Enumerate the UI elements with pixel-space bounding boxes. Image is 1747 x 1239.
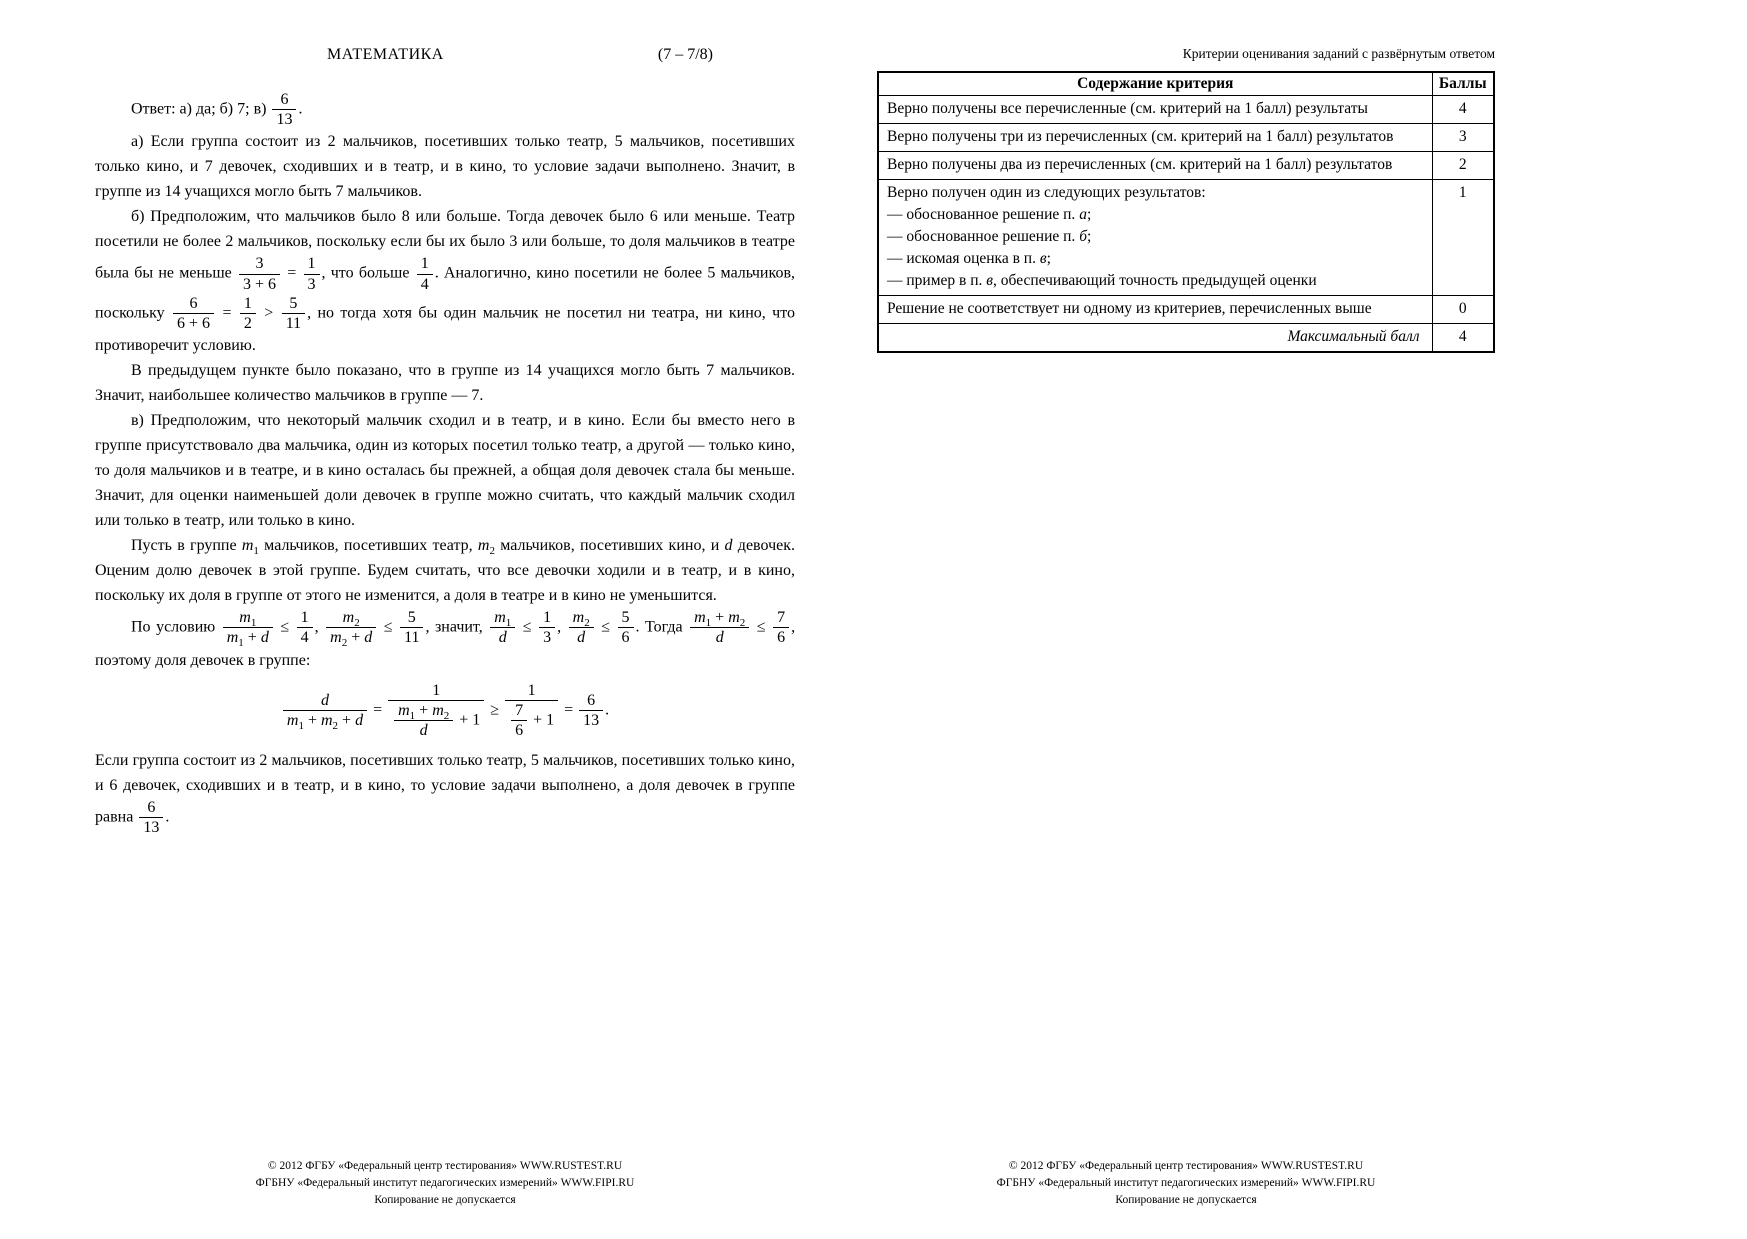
fraction: $\frac{m_1 + m_2}{d}$	[688, 608, 751, 647]
fraction: $\frac{1}{3}$	[302, 254, 322, 293]
fraction: $\frac{1}{4}$	[295, 608, 315, 647]
fraction: $\frac{m_1}{m_1 + d}$	[221, 608, 275, 647]
fraction: $\frac{1}{3}$	[537, 608, 557, 647]
fraction: $\frac{6}{13}$	[270, 90, 298, 129]
fraction: 1 $\frac{7}{6}$ + 1	[503, 681, 560, 741]
fraction: $\frac{d}{m_1 + m_2 + d}$	[281, 691, 369, 730]
fraction: $\frac{6}{13}$	[577, 691, 605, 730]
criteria-row	[878, 96, 1494, 124]
fraction: $\frac{m_1 + m_2}{d}$	[392, 701, 455, 740]
paragraph: б) Предположим, что мальчиков было 8 или больше. Тогда девочек было 6 или меньше. Театр посетили не более 2 мальчиков, поскольку если бы их было 3 или больше, то доля мальчиков в театре была бы не меньше $\frac{3}{3 + 6}$ = $\frac{1}{3}$ , что больше $\frac{1}{4}$ . Аналогично, кино посетили не более 5 мальчиков, поскольку $\frac{6}{6 + 6}$ = $\frac{1}{2}$ > $\frac{5}{11}$ , но тогда хотя бы один мальчик не посетил ни театра, ни кино, что противоречит условию.	[95, 208, 796, 355]
fraction: $\frac{m_1}{d}$	[488, 608, 517, 647]
criteria-row	[878, 152, 1494, 180]
criteria-text: Верно получены все перечисленные (см. критерий на 1 балл) результаты	[878, 96, 1432, 124]
criteria-page	[877, 46, 1495, 353]
criteria-row	[878, 124, 1494, 152]
criteria-text: Верно получены три из перечисленных (см. критерий на 1 балл) результатов	[878, 124, 1432, 152]
page-reference: (7 – 7/8)	[657, 46, 713, 63]
fraction: $\frac{1}{2}$	[238, 294, 258, 333]
fraction: $\frac{5}{11}$	[398, 608, 425, 647]
fraction: $\frac{5}{6}$	[616, 608, 636, 647]
fraction: 1 $\frac{m_1 + m_2}{d}$ + 1	[386, 681, 486, 741]
score-value: 2	[1432, 152, 1494, 180]
max-score-label: Максимальный балл	[878, 324, 1432, 353]
criteria-page-header: Критерии оценивания заданий с развёрнутым ответом	[1182, 46, 1495, 61]
score-value: 0	[1432, 296, 1494, 324]
paragraph: По условию $\frac{m_1}{m_1 + d}$ ≤ $\frac{1}{4}$ , $\frac{m_2}{m_2 + d}$ ≤ $\frac{5}{11}$ , значит, $\frac{m_1}{d}$ ≤ $\frac{1}{3}$ , $\frac{m_2}{d}$ ≤ $\frac{5}{6}$ . Тогда $\frac{m_1 + m_2}{d}$ ≤ $\frac{7}{6}$ , поэтому доля девочек в группе:	[95, 609, 796, 669]
footer-copyright-line: © 2012 ФГБУ «Федеральный центр тестирования» WWW.RUSTEST.RU	[1008, 1160, 1364, 1172]
paragraph: В предыдущем пункте было показано, что в группе из 14 учащихся могло быть 7 мальчиков. Значит, наибольшее количество мальчиков в группе — 7.	[95, 362, 795, 405]
display-equation: $\frac{d}{m_1 + m_2 + d}$ = 1 $\frac{m_1 + m_2}{d}$ + 1 ≥ 1 $\frac{7}{6}$ + 1 = $\frac{6}{13}$ .	[95, 673, 795, 749]
criteria-table-body	[878, 96, 1494, 353]
criteria-text: Решение не соответствует ни одному из критериев, перечисленных выше	[878, 296, 1432, 324]
fraction: $\frac{7}{6}$	[509, 701, 529, 740]
footer-copyright-line: © 2012 ФГБУ «Федеральный центр тестирования» WWW.RUSTEST.RU	[267, 1160, 623, 1172]
solution-text	[95, 90, 795, 837]
paragraph: Пусть в группе $m_1$ мальчиков, посетивших театр, $m_2$ мальчиков, посетивших кино, и d девочек. Оценим долю девочек в этой группе. Будем считать, что все девочки ходили и в театр, и в кино, поскольку их доля в группе от этого не изменится, а доля в театре и в кино не уменьшится.	[95, 537, 796, 605]
fraction: $\frac{5}{11}$	[280, 294, 307, 333]
criteria-row	[878, 296, 1494, 324]
criteria-table	[877, 71, 1495, 353]
paragraph: Если группа состоит из 2 мальчиков, посетивших только театр, 5 мальчиков, посетивших только кино, и 6 девочек, сходивших и в театр, и в кино, то условие задачи выполнено, а доля девочек в группе равна $\frac{6}{13}$ .	[95, 752, 795, 837]
fraction: $\frac{m_2}{d}$	[567, 608, 596, 647]
score-value: 3	[1432, 124, 1494, 152]
paragraph: Ответ: а) да; б) 7; в) $\frac{6}{13}$ .	[131, 91, 303, 129]
left-page-footer	[95, 1158, 795, 1209]
max-score-row	[878, 324, 1494, 353]
paragraph: в) Предположим, что некоторый мальчик сходил и в театр, и в кино. Если бы вместо него в группе присутствовало два мальчика, один из которых посетил только театр, а другой — только кино, то доля мальчиков и в театре, и в кино осталась бы прежней, а общая доля девочек стала бы меньше. Значит, для оценки наименьшей доли девочек в группе можно считать, что каждый мальчик сходил или только в театр, или только в кино.	[95, 412, 795, 530]
footer-no-copy-line: Копирование не допускается	[1115, 1194, 1257, 1206]
footer-institute-line: ФГБНУ «Федеральный институт педагогических измерений» WWW.FIPI.RU	[255, 1177, 635, 1189]
right-page-footer	[877, 1158, 1495, 1209]
criteria-text: Верно получен один из следующих результатов: — обоснованное решение п. а; — обоснованное решение п. б; — искомая оценка в п. в; — пример в п. в, обеспечивающий точность предыдущей оценки	[878, 180, 1432, 296]
criteria-table-header-row	[878, 72, 1494, 96]
fraction: $\frac{6}{13}$	[137, 798, 165, 837]
criteria-row	[878, 180, 1494, 296]
score-value: 1	[1432, 180, 1494, 296]
score-value: 4	[1432, 96, 1494, 124]
fraction: $\frac{1}{4}$	[415, 254, 435, 293]
fraction: $\frac{6}{6 + 6}$	[171, 294, 216, 333]
footer-institute-line: ФГБНУ «Федеральный институт педагогических измерений» WWW.FIPI.RU	[996, 1177, 1376, 1189]
criteria-text: Верно получены два из перечисленных (см. критерий на 1 балл) результатов	[878, 152, 1432, 180]
criteria-header-cell: Содержание критерия	[878, 72, 1432, 96]
fraction: $\frac{7}{6}$	[771, 608, 791, 647]
footer-no-copy-line: Копирование не допускается	[374, 1194, 516, 1206]
paragraph: а) Если группа состоит из 2 мальчиков, посетивших только театр, 5 мальчиков, посетивших только кино, и 7 девочек, сходивших и в театр, и в кино, то условие задачи выполнено. Значит, в группе из 14 учащихся могло быть 7 мальчиков.	[95, 133, 795, 201]
subject-title: МАТЕМАТИКА	[327, 46, 444, 63]
max-score-value: 4	[1432, 324, 1494, 353]
fraction: $\frac{3}{3 + 6}$	[237, 254, 282, 293]
left-page-header	[95, 46, 795, 68]
fraction: $\frac{m_2}{m_2 + d}$	[324, 608, 378, 647]
solution-page	[95, 46, 795, 837]
score-header-cell: Баллы	[1432, 72, 1494, 96]
